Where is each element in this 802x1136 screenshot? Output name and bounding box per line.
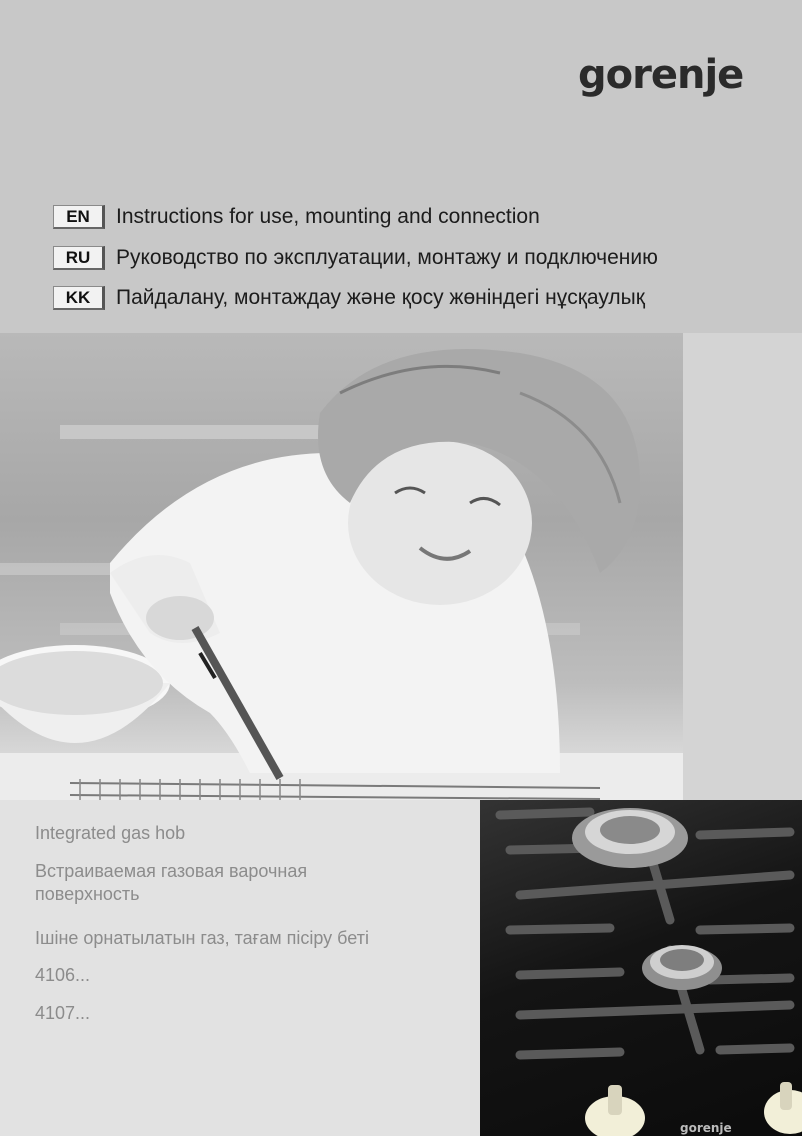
brand-logo: gorenje xyxy=(578,52,744,98)
language-row-ru xyxy=(53,244,658,272)
language-code-en: EN xyxy=(53,205,105,229)
photo-side-panel xyxy=(683,333,802,800)
product-name-en: Integrated gas hob xyxy=(35,823,186,843)
cover-photo-child xyxy=(0,333,683,800)
language-code-ru: RU xyxy=(53,246,105,270)
language-row-kk xyxy=(53,284,645,312)
hob-brand-logo: gorenje xyxy=(680,1121,732,1135)
language-row-en xyxy=(53,203,540,231)
product-name-kk: Ішіне орнатылатын газ, тағам пісіру беті xyxy=(35,928,369,948)
language-code-kk: KK xyxy=(53,286,105,310)
child-photo-illustration xyxy=(0,333,683,800)
gas-hob-photo xyxy=(480,800,802,1136)
product-name-ru: Встраиваемая газовая варочная поверхность xyxy=(35,861,308,904)
model-number: 4106... xyxy=(35,965,91,985)
gas-hob-illustration xyxy=(480,800,802,1136)
language-title-kk: Пайдалану, монтаждау және қосу жөніндегі нұсқаулық xyxy=(116,286,645,309)
language-title-ru: Руководство по эксплуатации, монтажу и подключению xyxy=(116,246,658,269)
model-number: 4107... xyxy=(35,1003,91,1023)
language-title-en: Instructions for use, mounting and connection xyxy=(116,205,540,228)
